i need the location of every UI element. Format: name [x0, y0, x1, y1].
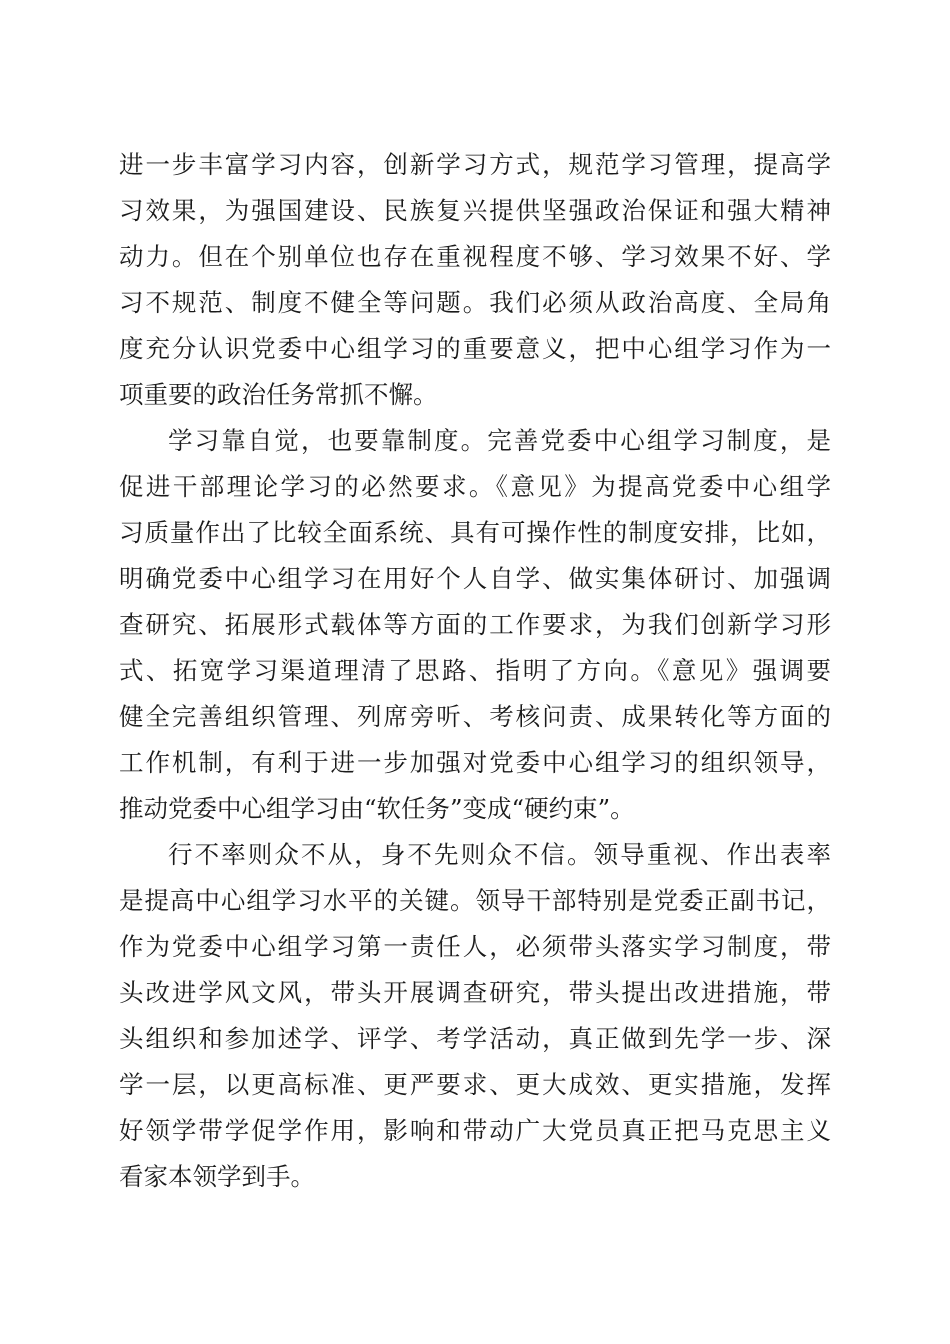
paragraph-line: 查研究、拓展形式载体等方面的工作要求，为我们创新学习形 — [119, 610, 831, 639]
paragraph-2 — [119, 418, 831, 832]
paragraph-line: 习效果，为强国建设、民族复兴提供坚强政治保证和强大精神 — [119, 196, 831, 225]
paragraph-line: 明确党委中心组学习在用好个人自学、做实集体研讨、加强调 — [119, 564, 831, 593]
document-body — [119, 142, 831, 1200]
paragraph-line: 头改进学风文风，带头开展调查研究，带头提出改进措施，带 — [119, 978, 831, 1007]
paragraph-3 — [119, 832, 831, 1200]
paragraph-1 — [119, 142, 831, 418]
paragraph-line: 式、拓宽学习渠道理清了思路、指明了方向。《意见》强调要 — [119, 656, 831, 685]
paragraph-line: 动力。但在个别单位也存在重视程度不够、学习效果不好、学 — [119, 242, 831, 271]
paragraph-line: 健全完善组织管理、列席旁听、考核问责、成果转化等方面的 — [119, 702, 831, 731]
paragraph-line: 行不率则众不从，身不先则众不信。领导重视、作出表率 — [168, 840, 831, 869]
paragraph-line: 工作机制，有利于进一步加强对党委中心组学习的组织领导， — [119, 748, 831, 777]
paragraph-line: 度充分认识党委中心组学习的重要意义，把中心组学习作为一 — [119, 334, 831, 363]
paragraph-line: 学一层，以更高标准、更严要求、更大成效、更实措施，发挥 — [119, 1070, 831, 1099]
paragraph-line: 学习靠自觉，也要靠制度。完善党委中心组学习制度，是 — [168, 426, 831, 455]
paragraph-line: 习不规范、制度不健全等问题。我们必须从政治高度、全局角 — [119, 288, 831, 317]
paragraph-line: 看家本领学到手。 — [119, 1162, 315, 1191]
paragraph-line: 项重要的政治任务常抓不懈。 — [119, 380, 438, 409]
paragraph-line: 好领学带学促学作用，影响和带动广大党员真正把马克思主义 — [119, 1116, 831, 1145]
paragraph-line: 促进干部理论学习的必然要求。《意见》为提高党委中心组学 — [119, 472, 831, 501]
paragraph-line: 是提高中心组学习水平的关键。领导干部特别是党委正副书记， — [119, 886, 831, 915]
paragraph-line: 习质量作出了比较全面系统、具有可操作性的制度安排，比如， — [119, 518, 831, 547]
paragraph-line: 进一步丰富学习内容，创新学习方式，规范学习管理，提高学 — [119, 150, 831, 179]
paragraph-line: 头组织和参加述学、评学、考学活动，真正做到先学一步、深 — [119, 1024, 831, 1053]
paragraph-line: 推动党委中心组学习由“软任务”变成“硬约束”。 — [119, 794, 635, 823]
paragraph-line: 作为党委中心组学习第一责任人，必须带头落实学习制度，带 — [119, 932, 831, 961]
